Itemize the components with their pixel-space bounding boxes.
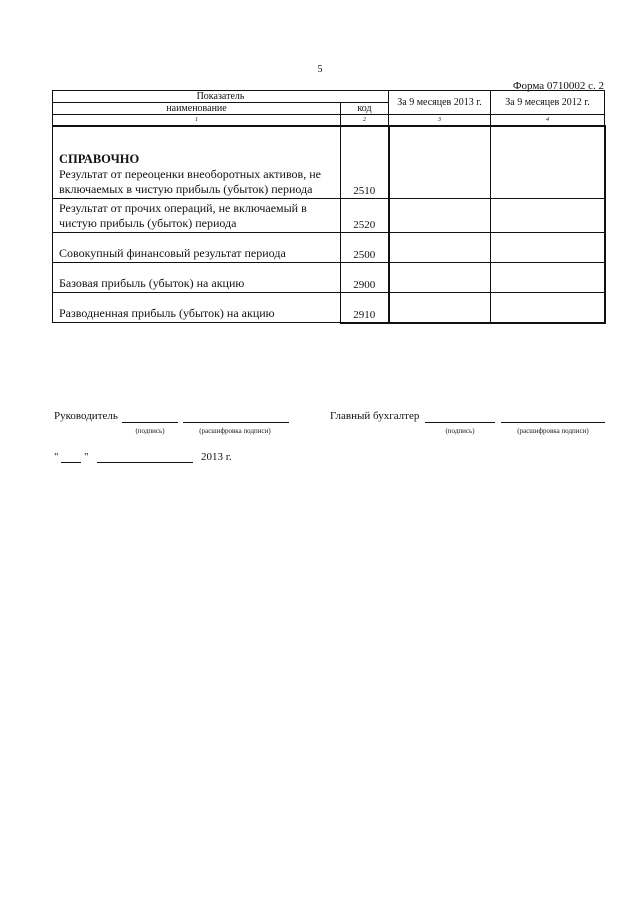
column-number: 2 xyxy=(341,115,389,126)
header-period-previous: За 9 месяцев 2012 г. xyxy=(491,91,605,115)
head-signature-line[interactable] xyxy=(122,422,178,423)
date-open-quote: " xyxy=(54,451,59,463)
value-previous-cell[interactable] xyxy=(491,233,605,263)
page-number: 5 xyxy=(317,64,323,75)
head-decoding-caption: (расшифровка подписи) xyxy=(199,427,271,435)
value-previous-cell[interactable] xyxy=(491,126,605,199)
date-year: 2013 г. xyxy=(201,451,232,463)
table-row xyxy=(53,263,605,293)
column-number: 4 xyxy=(491,115,605,126)
header-indicator: Показатель xyxy=(53,91,389,103)
row-code: 2900 xyxy=(341,263,389,293)
row-code: 2500 xyxy=(341,233,389,263)
value-previous-cell[interactable] xyxy=(491,293,605,323)
table-row xyxy=(53,199,605,233)
value-current-cell[interactable] xyxy=(389,293,491,323)
value-current-cell[interactable] xyxy=(389,233,491,263)
date-day-line[interactable] xyxy=(61,462,81,463)
accountant-decoding-line[interactable] xyxy=(501,422,605,423)
form-label: Форма 0710002 с. 2 xyxy=(512,80,604,92)
accountant-signature-caption: (подпись) xyxy=(445,427,475,435)
row-name-cell xyxy=(53,126,341,199)
value-current-cell[interactable] xyxy=(389,126,491,199)
row-name: Результат от прочих операций, не включаемый в чистую прибыль (убыток) периода xyxy=(53,199,341,233)
report-table xyxy=(52,90,606,324)
value-previous-cell[interactable] xyxy=(491,263,605,293)
date-month-line[interactable] xyxy=(97,462,193,463)
row-name: Результат от переоценки внеоборотных активов, не включаемых в чистую прибыль (убыток) периода xyxy=(59,167,321,196)
head-label: Руководитель xyxy=(54,410,118,422)
value-previous-cell[interactable] xyxy=(491,199,605,233)
header-period-current: За 9 месяцев 2013 г. xyxy=(389,91,491,115)
head-decoding-line[interactable] xyxy=(183,422,289,423)
header-code: код xyxy=(341,103,389,115)
row-name: Совокупный финансовый результат периода xyxy=(53,233,341,263)
accountant-signature-line[interactable] xyxy=(425,422,495,423)
table-row xyxy=(53,126,605,199)
date-close-quote: " xyxy=(84,451,89,463)
column-number: 1 xyxy=(53,115,341,126)
head-signature-caption: (подпись) xyxy=(135,427,165,435)
row-code: 2520 xyxy=(341,199,389,233)
column-number: 3 xyxy=(389,115,491,126)
table-row xyxy=(53,233,605,263)
reference-title: СПРАВОЧНО xyxy=(59,152,140,166)
header-name: наименование xyxy=(53,103,341,115)
row-code: 2510 xyxy=(341,126,389,199)
value-current-cell[interactable] xyxy=(389,263,491,293)
row-code: 2910 xyxy=(341,293,389,323)
accountant-decoding-caption: (расшифровка подписи) xyxy=(517,427,589,435)
table-row xyxy=(53,293,605,323)
accountant-label: Главный бухгалтер xyxy=(330,410,420,422)
row-name: Базовая прибыль (убыток) на акцию xyxy=(53,263,341,293)
row-name: Разводненная прибыль (убыток) на акцию xyxy=(53,293,341,323)
value-current-cell[interactable] xyxy=(389,199,491,233)
